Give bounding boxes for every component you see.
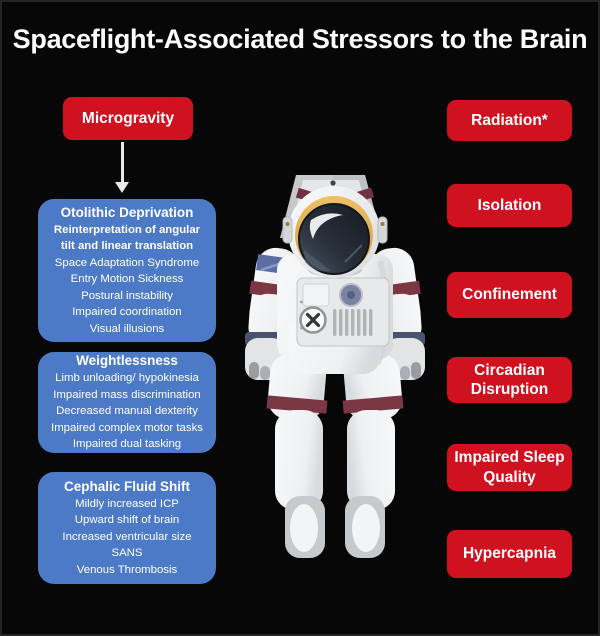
box-line: Entry Motion Sickness xyxy=(70,273,184,286)
astronaut-chest-panel xyxy=(297,278,389,346)
isolation-box: Isolation xyxy=(447,184,572,227)
box-line: Space Adaptation Syndrome xyxy=(54,256,200,269)
box-line: tilt and linear translation xyxy=(60,240,194,253)
microgravity-label: Microgravity xyxy=(81,109,175,127)
box-lines xyxy=(38,370,216,452)
box-line: Upward shift of brain xyxy=(74,514,180,527)
down-arrow-icon xyxy=(121,142,124,183)
box-title: Cephalic Fluid Shift xyxy=(63,478,190,494)
impaired-sleep-quality-box: Impaired Sleep Quality xyxy=(447,444,572,491)
microgravity-box xyxy=(63,97,193,140)
radiation-box: Radiation* xyxy=(447,100,572,141)
box-line: Increased ventricular size xyxy=(62,530,192,543)
box-title: Otolithic Deprivation xyxy=(60,205,194,221)
box-line: Visual illusions xyxy=(89,322,165,335)
box-line: Impaired dual tasking xyxy=(72,438,182,451)
astronaut-right-leg xyxy=(342,352,404,558)
box-line: Postural instability xyxy=(81,289,173,302)
weightlessness-box xyxy=(38,352,216,453)
box-line: Limb unloading/ hypokinesia xyxy=(55,372,199,385)
astronaut-illustration xyxy=(233,168,437,560)
box-line: Venous Thrombosis xyxy=(76,563,178,576)
circadian-disruption-box: Circadian Disruption xyxy=(447,357,572,403)
box-title: Weightlessness xyxy=(76,353,178,369)
box-line: Impaired mass discrimination xyxy=(53,388,201,401)
box-bold-lines xyxy=(38,222,216,255)
otolithic-deprivation-box xyxy=(38,199,216,342)
box-line: Mildly increased ICP xyxy=(75,497,179,510)
box-line: Decreased manual dexterity xyxy=(56,405,198,418)
box-line: Impaired complex motor tasks xyxy=(51,421,203,434)
hypercapnia-box: Hypercapnia xyxy=(447,530,572,578)
page-title: Spaceflight-Associated Stressors to the Brain xyxy=(12,24,588,54)
box-lines xyxy=(38,255,216,337)
box-line: Reinterpretation of angular xyxy=(53,224,201,237)
cephalic-fluid-shift-box xyxy=(38,472,216,584)
confinement-box: Confinement xyxy=(447,272,572,318)
box-line: Impaired coordination xyxy=(72,306,182,319)
box-line: SANS xyxy=(111,547,143,560)
down-arrow-head-icon xyxy=(115,182,129,193)
astronaut-left-leg xyxy=(266,352,328,558)
box-lines xyxy=(38,496,216,578)
